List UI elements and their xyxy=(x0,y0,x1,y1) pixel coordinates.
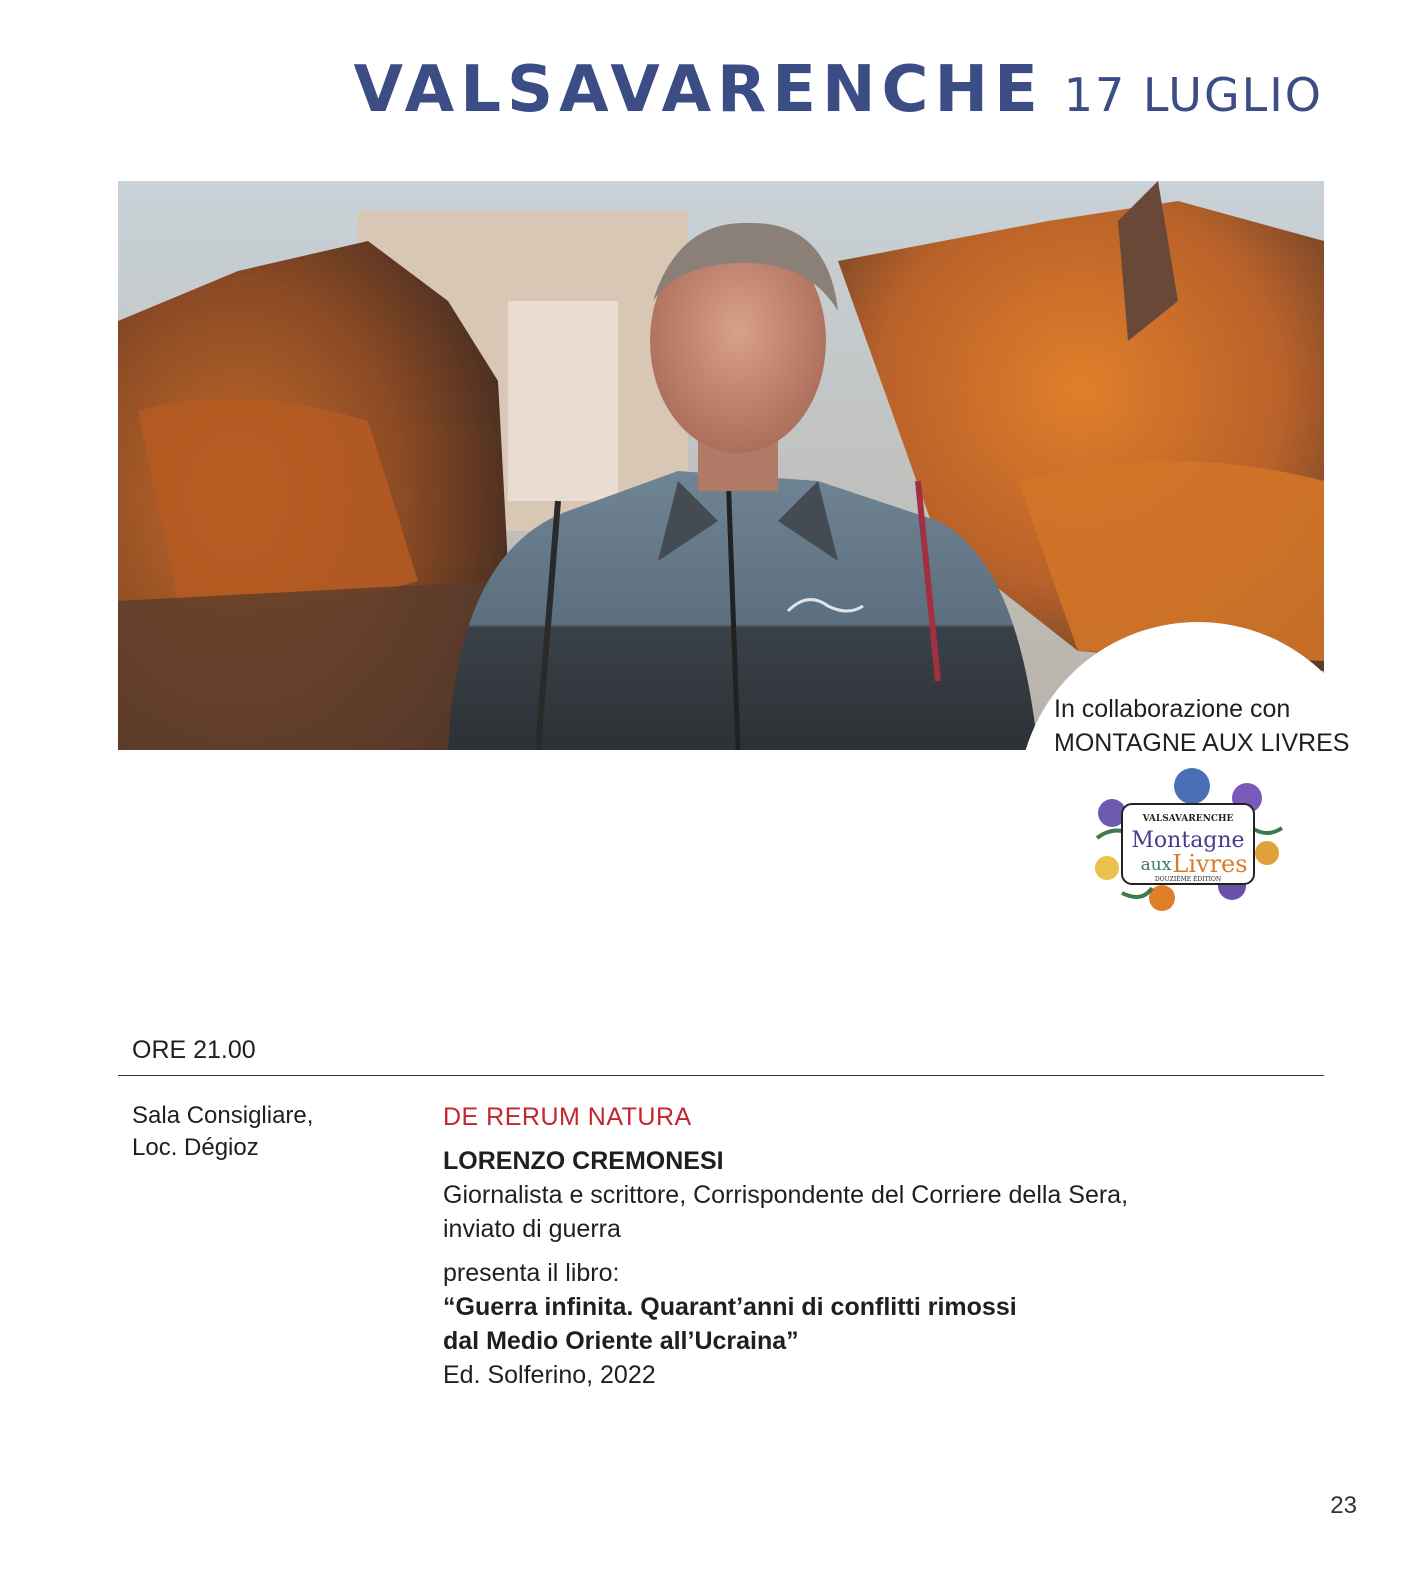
logo-title-aux: aux xyxy=(1140,855,1172,875)
logo-edition-text: DOUZIÈME ÉDITION xyxy=(1154,876,1222,883)
collaboration-partner: MONTAGNE AUX LIVRES xyxy=(1054,729,1350,757)
book-intro: presenta il libro: xyxy=(443,1259,620,1287)
location-title: VALSAVARENCHE xyxy=(353,53,1044,127)
logo-top-text: VALSAVARENCHE xyxy=(1142,814,1234,824)
event-date: 17 LUGLIO xyxy=(1063,68,1323,122)
collaboration-label: In collaborazione con xyxy=(1054,695,1291,723)
event-time: ORE 21.00 xyxy=(132,1036,256,1064)
event-details xyxy=(443,1100,1203,1392)
book-title-line-1: “Guerra infinita. Quarant’anni di conflitti rimossi xyxy=(443,1293,1017,1321)
collaboration-note xyxy=(1054,692,1349,760)
book-title-line-2: dal Medio Oriente all’Ucraina” xyxy=(443,1327,799,1355)
logo-title-montagne: Montagne xyxy=(1131,828,1245,853)
author-role-line-1: Giornalista e scrittore, Corrispondente del Corriere della Sera, xyxy=(443,1181,1129,1209)
montagne-aux-livres-logo xyxy=(1082,768,1294,916)
venue-line-1: Sala Consigliare, xyxy=(132,1102,314,1129)
divider xyxy=(118,1075,1324,1076)
book-publisher: Ed. Solferino, 2022 xyxy=(443,1361,656,1389)
author-name: LORENZO CREMONESI xyxy=(443,1147,724,1175)
venue-line-2: Loc. Dégioz xyxy=(132,1134,259,1161)
author-role-line-2: inviato di guerra xyxy=(443,1215,621,1243)
page-number: 23 xyxy=(1330,1492,1357,1519)
event-venue xyxy=(132,1100,313,1164)
logo-title-livres: Livres xyxy=(1172,850,1248,878)
event-series: DE RERUM NATURA xyxy=(443,1103,692,1131)
page-header xyxy=(353,53,1323,127)
